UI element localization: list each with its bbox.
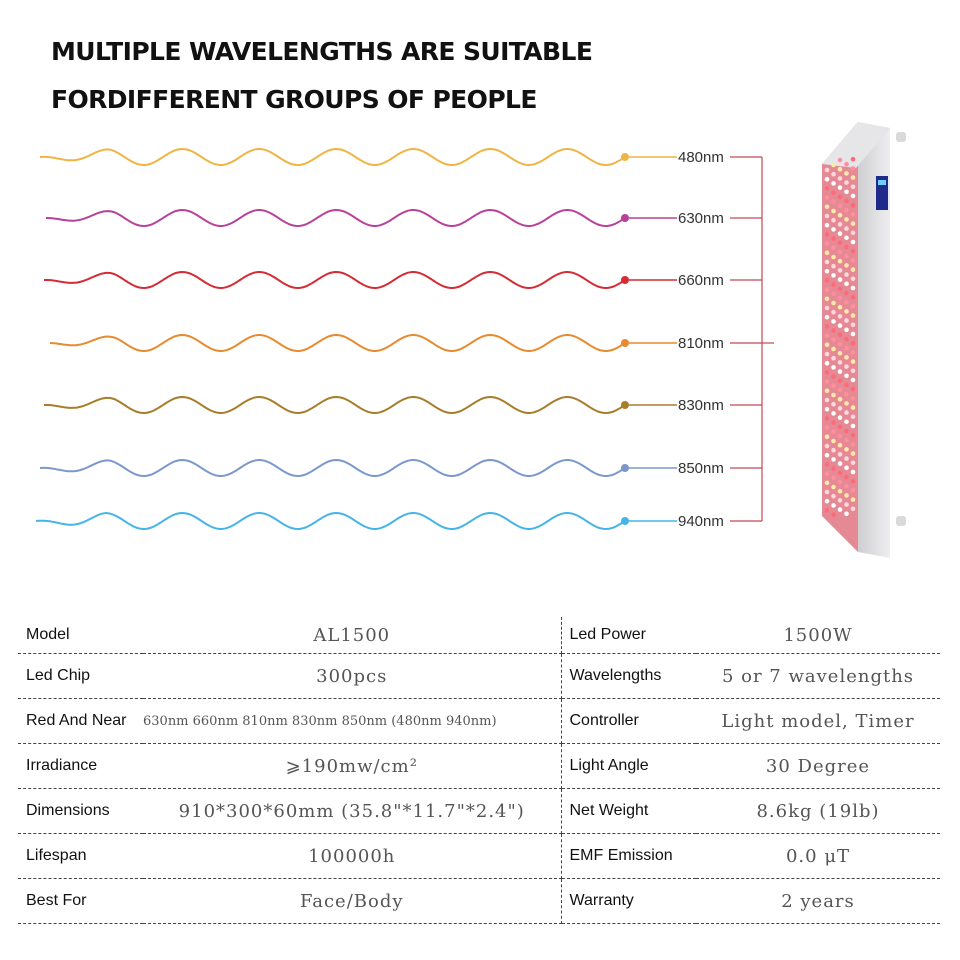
- spec-label: Led Power: [561, 617, 696, 654]
- spec-row: [18, 879, 940, 924]
- wavelength-label: 480nm: [678, 149, 724, 166]
- spec-label: Lifespan: [18, 834, 143, 879]
- title-line-2: FORDIFFERENT GROUPS OF PEOPLE: [51, 85, 537, 114]
- spec-value: 300pcs: [143, 654, 561, 699]
- title-line-1: MULTIPLE WAVELENGTHS ARE SUITABLE: [51, 37, 593, 66]
- spec-value: 100000h: [143, 834, 561, 879]
- spec-value: 910*300*60mm (35.8"*11.7"*2.4"): [143, 789, 561, 834]
- spec-label: Model: [18, 617, 143, 654]
- wave-dot-810nm: [621, 339, 629, 347]
- wavelength-label: 630nm: [678, 210, 724, 227]
- spec-row: [18, 699, 940, 744]
- led-panel-image: [808, 118, 928, 563]
- spec-label: Led Chip: [18, 654, 143, 699]
- wave-850nm: [40, 460, 624, 476]
- spec-value: 2 years: [696, 879, 940, 924]
- wave-dot-660nm: [621, 276, 629, 284]
- spec-value: 630nm 660nm 810nm 830nm 850nm (480nm 940nm): [143, 699, 561, 744]
- spec-row: [18, 617, 940, 654]
- spec-value: 30 Degree: [696, 744, 940, 789]
- spec-row: [18, 744, 940, 789]
- wave-dot-940nm: [621, 517, 629, 525]
- wave-dot-850nm: [621, 464, 629, 472]
- spec-value: Light model, Timer: [696, 699, 940, 744]
- wave-810nm: [50, 335, 624, 351]
- spec-label: Irradiance: [18, 744, 143, 789]
- spec-value: AL1500: [143, 617, 561, 654]
- spec-value: 1500W: [696, 617, 940, 654]
- wave-940nm: [36, 513, 624, 529]
- spec-value: Face/Body: [143, 879, 561, 924]
- spec-label: Controller: [561, 699, 696, 744]
- spec-label: Net Weight: [561, 789, 696, 834]
- wavelength-label: 830nm: [678, 397, 724, 414]
- wavelength-bracket: [762, 157, 774, 521]
- wave-480nm: [40, 149, 624, 165]
- spec-label: Dimensions: [18, 789, 143, 834]
- spec-label: Best For: [18, 879, 143, 924]
- spec-row: [18, 654, 940, 699]
- spec-value: 5 or 7 wavelengths: [696, 654, 940, 699]
- spec-value: ⩾190mw/cm²: [143, 744, 561, 789]
- wavelength-label: 660nm: [678, 272, 724, 289]
- spec-table: [18, 617, 940, 924]
- wave-630nm: [46, 210, 624, 226]
- wave-830nm: [44, 397, 624, 413]
- wave-dot-630nm: [621, 214, 629, 222]
- spec-value: 8.6kg (19lb): [696, 789, 940, 834]
- spec-label: Red And Near: [18, 699, 143, 744]
- spec-label: Light Angle: [561, 744, 696, 789]
- wave-dot-830nm: [621, 401, 629, 409]
- spec-label: Warranty: [561, 879, 696, 924]
- wavelength-label: 940nm: [678, 513, 724, 530]
- spec-row: [18, 789, 940, 834]
- wavelength-label: 850nm: [678, 460, 724, 477]
- wavelength-label: 810nm: [678, 335, 724, 352]
- spec-value: 0.0 μT: [696, 834, 940, 879]
- wave-660nm: [44, 272, 624, 288]
- spec-label: EMF Emission: [561, 834, 696, 879]
- wave-dot-480nm: [621, 153, 629, 161]
- spec-label: Wavelengths: [561, 654, 696, 699]
- spec-row: [18, 834, 940, 879]
